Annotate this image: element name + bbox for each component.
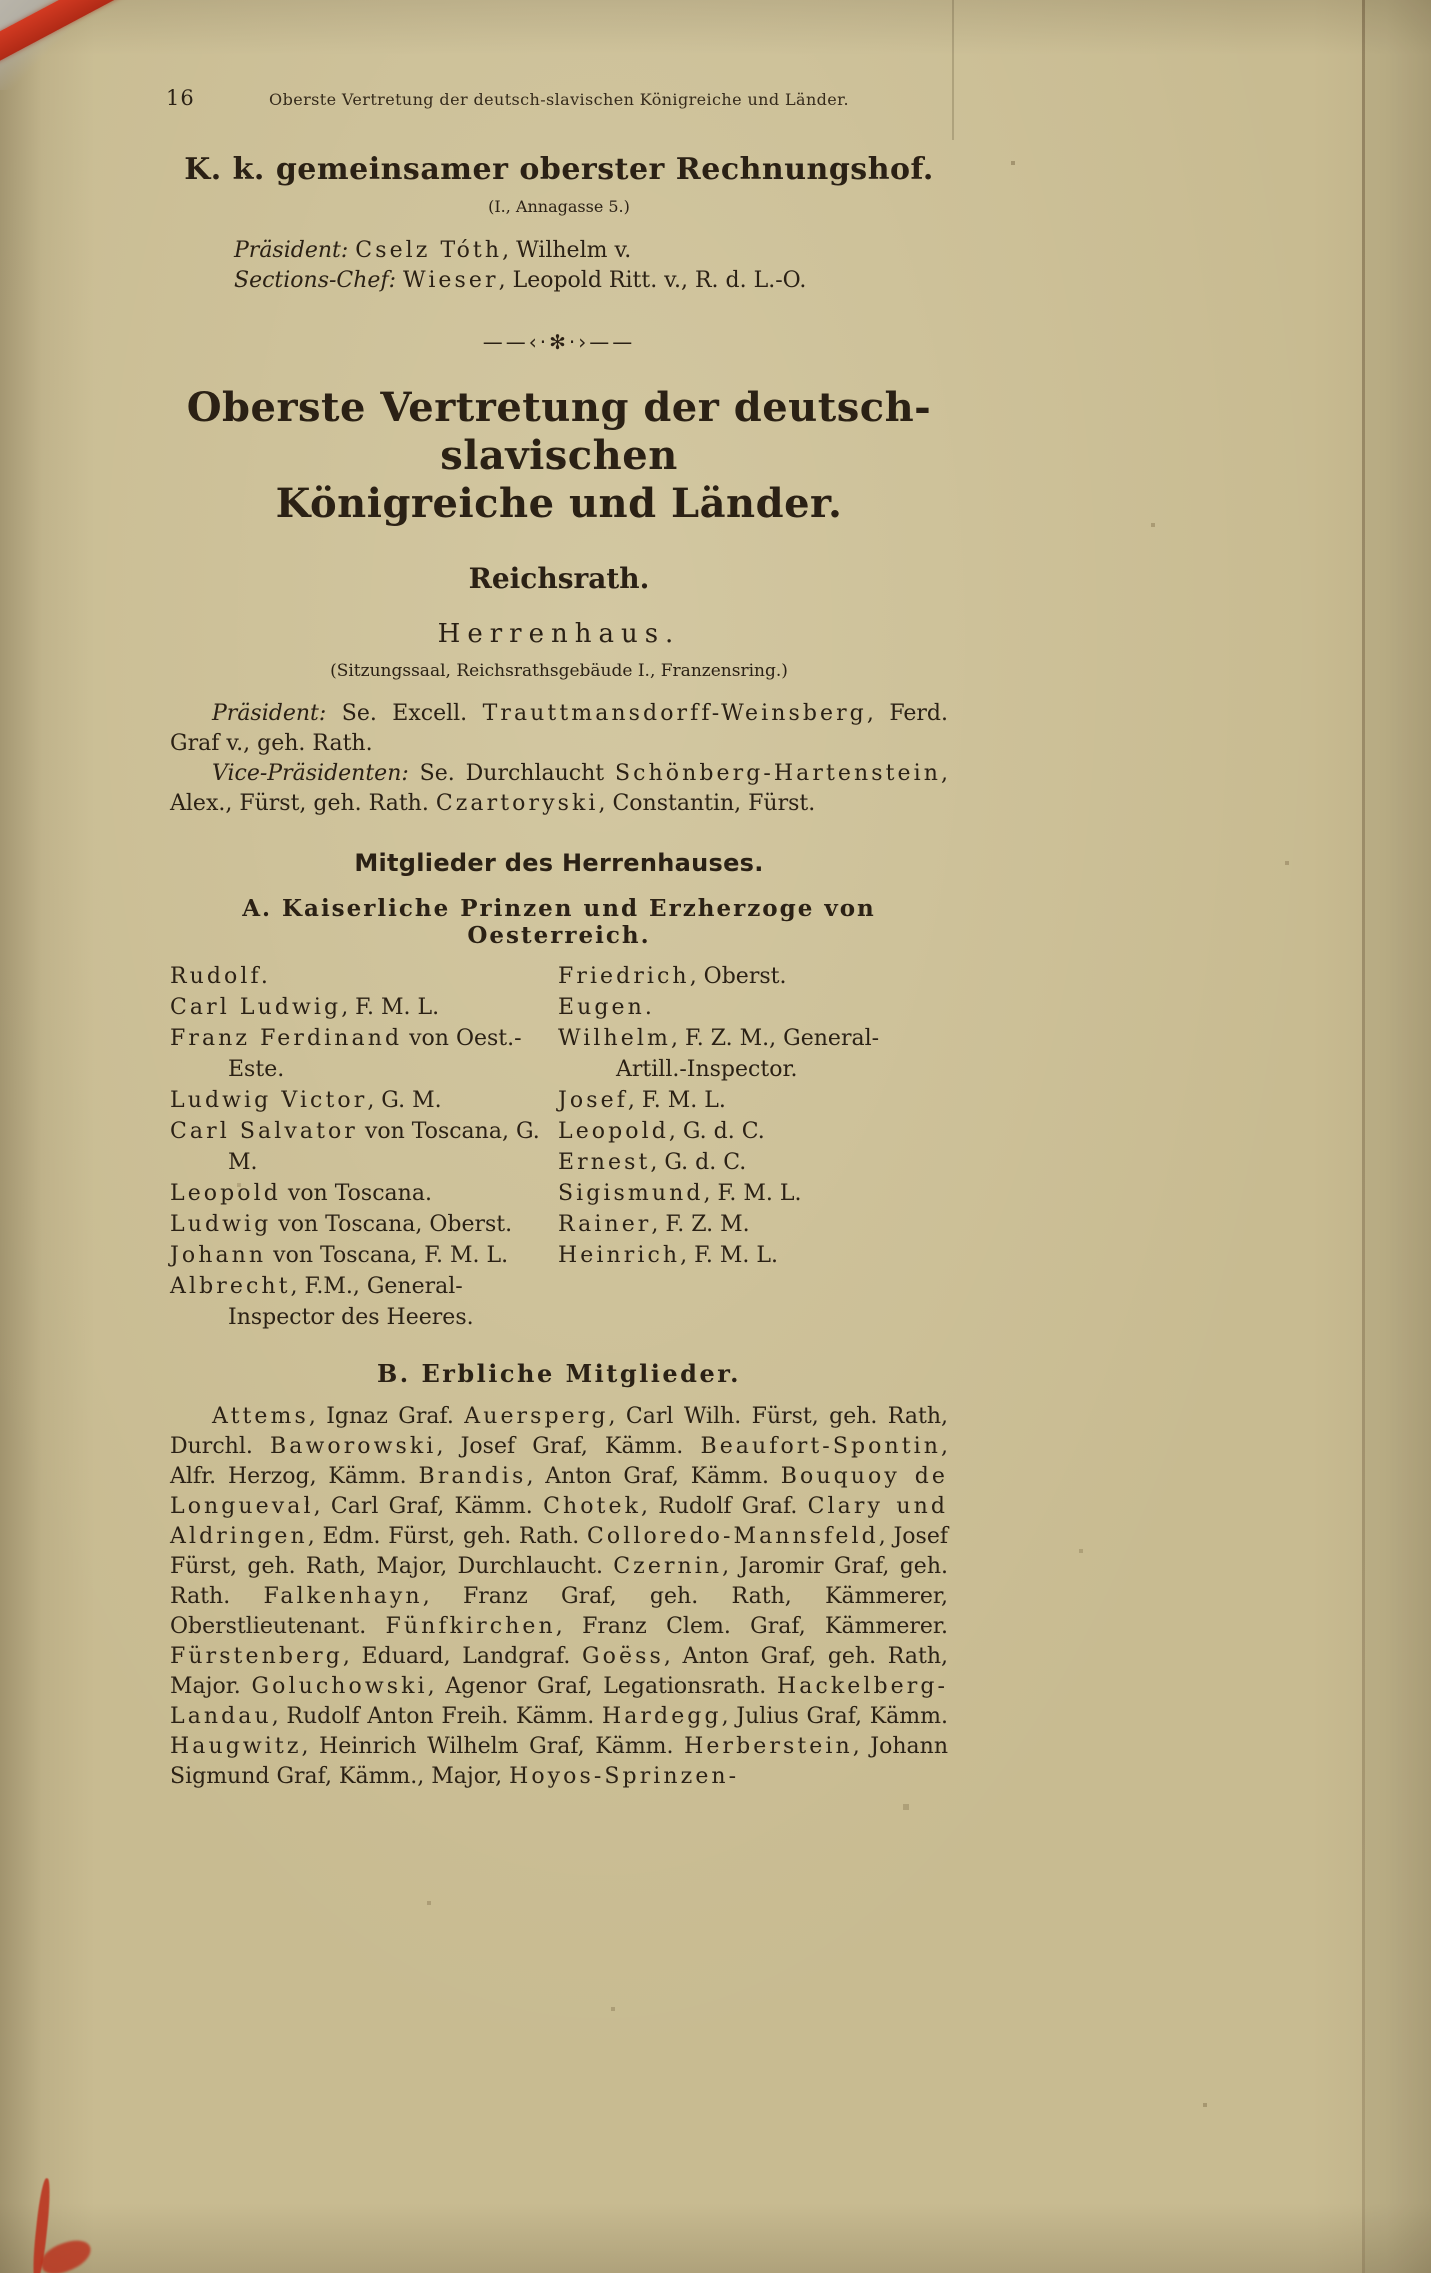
member-detail: , F. M. L. [703,1181,802,1206]
herrenhaus-vice-praesidenten-paragraph [170,759,948,819]
member-name: Johann [170,1243,267,1268]
text-segment: Fünfkirchen [385,1614,556,1639]
member-entry [170,1209,558,1240]
fleuron-divider-icon: ——‹·✻·›—— [482,330,636,354]
text-segment: , Wilhelm v. [502,238,632,263]
member-entry [558,1147,948,1178]
member-name: Albrecht [170,1274,291,1299]
text-segment: , Eduard, Landgraf. [342,1644,583,1669]
member-name: Rainer [558,1212,652,1237]
section-b-heading: B. Erbliche Mitglieder. [376,1359,742,1388]
members-column-right [558,961,948,1333]
herrenhaus-praesident-paragraph [170,699,948,759]
text-segment: , Jaromir Graf, geh. Rath. [170,1554,948,1609]
text-segment: , Agenor Graf, Legationsrath. [427,1674,777,1699]
herrenhaus-venue: (Sitzungssaal, Reichsrathsgebäude I., Franzensring.) [330,661,788,681]
member-name: Eugen. [558,995,655,1020]
member-entry [170,1178,558,1209]
members-columns [170,961,948,1333]
member-entry [170,961,558,992]
member-name: Leopold [170,1181,281,1206]
text-segment: , Alfr. Herzog, Kämm. [170,1434,948,1489]
text-segment: Vice-Präsidenten: [212,761,409,786]
chapter-title-line1: Oberste Vertretung der deutsch-slavischen [186,384,932,479]
text-segment: Herberstein [684,1734,853,1759]
member-detail: von Oest.-Este. [228,1026,522,1082]
text-segment: Auersperg [464,1404,609,1429]
member-name: Ernest [558,1150,651,1175]
member-name: Rudolf. [170,964,272,989]
text-segment: Hackelberg-Landau [170,1674,949,1729]
member-entry [558,1085,948,1116]
text-segment: Wieser [403,268,499,293]
text-segment: Hoyos-Sprinzen- [509,1764,740,1789]
text-segment: Brandis [418,1464,527,1489]
text-segment: , Josef Graf, Kämm. [436,1434,701,1459]
member-name: Ludwig Victor [170,1088,368,1113]
text-segment: Haugwitz [170,1734,302,1759]
member-detail: , F. M. L. [627,1088,726,1113]
rechnungshof-title: K. k. gemeinsamer oberster Rechnungshof. [184,152,934,187]
member-name: Franz Ferdinand [170,1026,403,1051]
section-a-heading: A. Kaiserliche Prinzen und Erzherzoge von Oesterreich. [242,895,876,949]
member-entry [558,1209,948,1240]
text-segment: , Johann Sigmund Graf, Kämm., Major, [170,1734,948,1789]
text-segment: Clary und Aldringen [170,1494,948,1549]
page-header [166,86,948,116]
member-detail: , G. d. C. [668,1119,765,1144]
member-detail: , F. Z. M., General-Artill.-Inspector. [616,1026,880,1082]
text-segment: Beaufort-Spontin [700,1434,941,1459]
members-column-left [170,961,558,1333]
text-segment: , Rudolf Anton Freih. Kämm. [271,1704,602,1729]
member-entry [558,1023,948,1085]
text-segment: , Josef Fürst, geh. Rath, Major, Durchlaucht. [170,1524,948,1579]
text-segment: Czartoryski [435,791,599,816]
member-detail: , G. d. C. [650,1150,747,1175]
rechnungshof-address: (I., Annagasse 5.) [488,197,630,216]
text-segment: , Anton Graf, Kämm. [526,1464,781,1489]
member-detail: , Oberst. [689,964,787,989]
member-entry [170,1240,558,1271]
member-name: Friedrich [558,964,690,989]
text-segment: Chotek [543,1494,641,1519]
page-edge-shadow [1365,0,1431,2273]
text-segment [396,268,403,293]
text-segment: Goluchowski [251,1674,428,1699]
member-detail: von Toscana. [280,1181,432,1206]
section-b-paragraph [170,1402,948,1792]
member-entry [170,1085,558,1116]
text-segment: Goëss [582,1644,664,1669]
text-segment: Colloredo-Mannsfeld [586,1524,879,1549]
text-column [166,86,949,1792]
rechnungshof-officials [234,236,948,296]
member-detail: von Toscana, Oberst. [271,1212,513,1237]
text-segment: , Franz Graf, geh. Rath, Kämmerer, Oberstlieutenant. [170,1584,948,1639]
text-segment: Fürstenberg [170,1644,343,1669]
text-segment: Sections-Chef: [234,268,397,293]
text-segment: Trauttmansdorff-Weinsberg [482,701,867,726]
text-segment: , Rudolf Graf. [640,1494,808,1519]
member-entry [558,1178,948,1209]
member-detail: , F.M., General-Inspector des Heeres. [228,1274,474,1330]
text-segment: , Constantin, Fürst. [598,791,816,816]
text-segment: Bouquoy de Longueval [170,1464,949,1519]
member-name: Leopold [558,1119,669,1144]
member-detail: , F. Z. M. [651,1212,750,1237]
member-entry [558,992,948,1023]
member-name: Wilhelm [558,1026,671,1051]
text-segment: Czernin [613,1554,723,1579]
member-entry [558,1240,948,1271]
member-name: Carl Ludwig [170,995,342,1020]
reichsrath-heading: Reichsrath. [468,562,650,595]
text-segment: Cselz Tóth [355,238,503,263]
mitglieder-heading: Mitglieder des Herrenhauses. [354,849,764,877]
page-number: 16 [166,86,195,110]
text-segment: Hardegg [601,1704,722,1729]
text-segment: Schönberg-Hartenstein [615,761,941,786]
text-segment: Attems [212,1404,309,1429]
member-detail: , F. M. L. [341,995,440,1020]
member-detail: , G. M. [367,1088,442,1113]
member-detail: von Toscana, G. M. [228,1119,540,1175]
text-segment: , Leopold Ritt. v., R. d. L.-O. [498,268,807,293]
herrenhaus-heading: Herrenhaus. [437,619,681,649]
chapter-title [170,384,948,528]
text-segment: , Julius Graf, Kämm. [721,1704,948,1729]
member-name: Sigismund [558,1181,704,1206]
member-entry [558,961,948,992]
text-segment: , Franz Clem. Graf, Kämmerer. [555,1614,948,1639]
chapter-title-line2: Königreiche und Länder. [275,480,843,527]
member-entry [170,1116,558,1178]
text-segment: , Edm. Fürst, geh. Rath. [307,1524,587,1549]
member-detail: , F. M. L. [680,1243,779,1268]
text-segment: Se. Durchlaucht [408,761,615,786]
running-header: Oberste Vertretung der deutsch-slavischen Königreiche und Länder. [269,90,849,109]
member-name: Ludwig [170,1212,272,1237]
text-segment: Präsident: [234,238,349,263]
text-segment: , Carl Wilh. Fürst, geh. Rath, Durchl. [170,1404,948,1459]
text-segment: , Alex., Fürst, geh. Rath. [170,761,948,816]
member-entry [170,1271,558,1333]
member-name: Heinrich [558,1243,681,1268]
text-segment: Se. Excell. [326,701,483,726]
member-detail: von Toscana, F. M. L. [266,1243,509,1268]
text-segment: Baworowski [270,1434,437,1459]
member-entry [558,1116,948,1147]
text-segment: , Anton Graf, geh. Rath, Major. [170,1644,948,1699]
text-segment: Falkenhayn [263,1584,423,1609]
member-entry [170,1023,558,1085]
text-segment: , Carl Graf, Kämm. [313,1494,544,1519]
sections-chef-line [234,266,948,296]
paper-crease-top [952,0,954,140]
text-segment: , Heinrich Wilhelm Graf, Kämm. [301,1734,685,1759]
member-entry [170,992,558,1023]
member-name: Carl Salvator [170,1119,358,1144]
text-segment: , Ferd. Graf v., geh. Rath. [170,701,948,756]
praesident-line [234,236,948,266]
member-name: Josef [558,1088,628,1113]
foxing-specks [0,0,2,2]
text-segment: Präsident: [212,701,327,726]
text-segment: , Ignaz Graf. [308,1404,465,1429]
